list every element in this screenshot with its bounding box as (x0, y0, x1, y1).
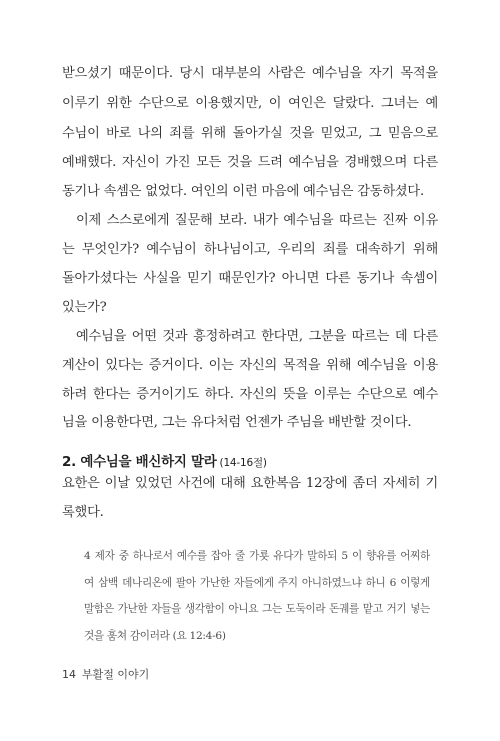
section-intro-line: 록했다. (62, 505, 104, 520)
paragraph-line: 받으셨기 때문이다. 당시 대부분의 사람은 예수님을 자기 목적을 (62, 66, 438, 81)
page-number: 14 (62, 668, 76, 681)
book-title: 부활절 이야기 (82, 668, 150, 681)
scripture-quote-line: 것을 훔쳐 감이러라 (요 12:4-6) (84, 630, 226, 642)
paragraph-line: 동기나 속셈은 없었다. 여인의 이런 마음에 예수님은 감동하셨다. (62, 184, 424, 199)
paragraph-line: 예배했다. 자신이 가진 모든 것을 드려 예수님을 경배했으며 다른 (62, 155, 438, 170)
paragraph-line: 이루기 위한 수단으로 이용했지만, 이 여인은 달랐다. 그녀는 예 (62, 96, 438, 111)
paragraph-line: 이제 스스로에게 질문해 보라. 내가 예수님을 따르는 진짜 이유 (76, 213, 438, 228)
section-title: 2. 예수님을 배신하지 말라 (62, 454, 217, 470)
paragraph-line: 계산이 있다는 증거이다. 이는 자신의 목적을 위해 예수님을 이용 (62, 358, 438, 373)
section-intro-line: 요한은 이날 있었던 사건에 대해 요한복음 12장에 좀더 자세히 기 (62, 476, 438, 491)
paragraph-line: 돌아가셨다는 사실을 믿기 때문인가? 아니면 다른 동기나 속셈이 (62, 271, 438, 286)
paragraph-line: 하려 한다는 증거이기도 하다. 자신의 뜻을 이루는 수단으로 예수 (62, 387, 438, 402)
paragraph-line: 있는가? (62, 300, 107, 315)
page-footer (62, 666, 149, 682)
paragraph-line: 예수님을 어떤 것과 흥정하려고 한다면, 그분을 따르는 데 다른 (76, 329, 438, 344)
paragraph-line: 님을 이용한다면, 그는 유다처럼 언젠가 주님을 배반할 것이다. (62, 415, 412, 430)
paragraph-line: 는 무엇인가? 예수님이 하나님이고, 우리의 죄를 대속하기 위해 (62, 242, 438, 257)
section-heading (62, 450, 267, 470)
scripture-quote-line: 4 제자 중 하나로서 예수를 잡아 줄 가룟 유다가 말하되 5 이 향유를 어찌하 (84, 550, 430, 562)
scripture-quote-line: 말함은 가난한 자들을 생각함이 아니요 그는 도둑이라 돈궤를 맡고 거기 넣는 (84, 603, 430, 615)
scripture-quote-line: 여 삼백 데나리온에 팔아 가난한 자들에게 주지 아니하였느냐 하니 6 이렇게 (84, 577, 430, 589)
paragraph-line: 수님이 바로 나의 죄를 위해 돌아가실 것을 믿었고, 그 믿음으로 (62, 126, 438, 141)
verse-range: (14-16절) (219, 457, 267, 469)
